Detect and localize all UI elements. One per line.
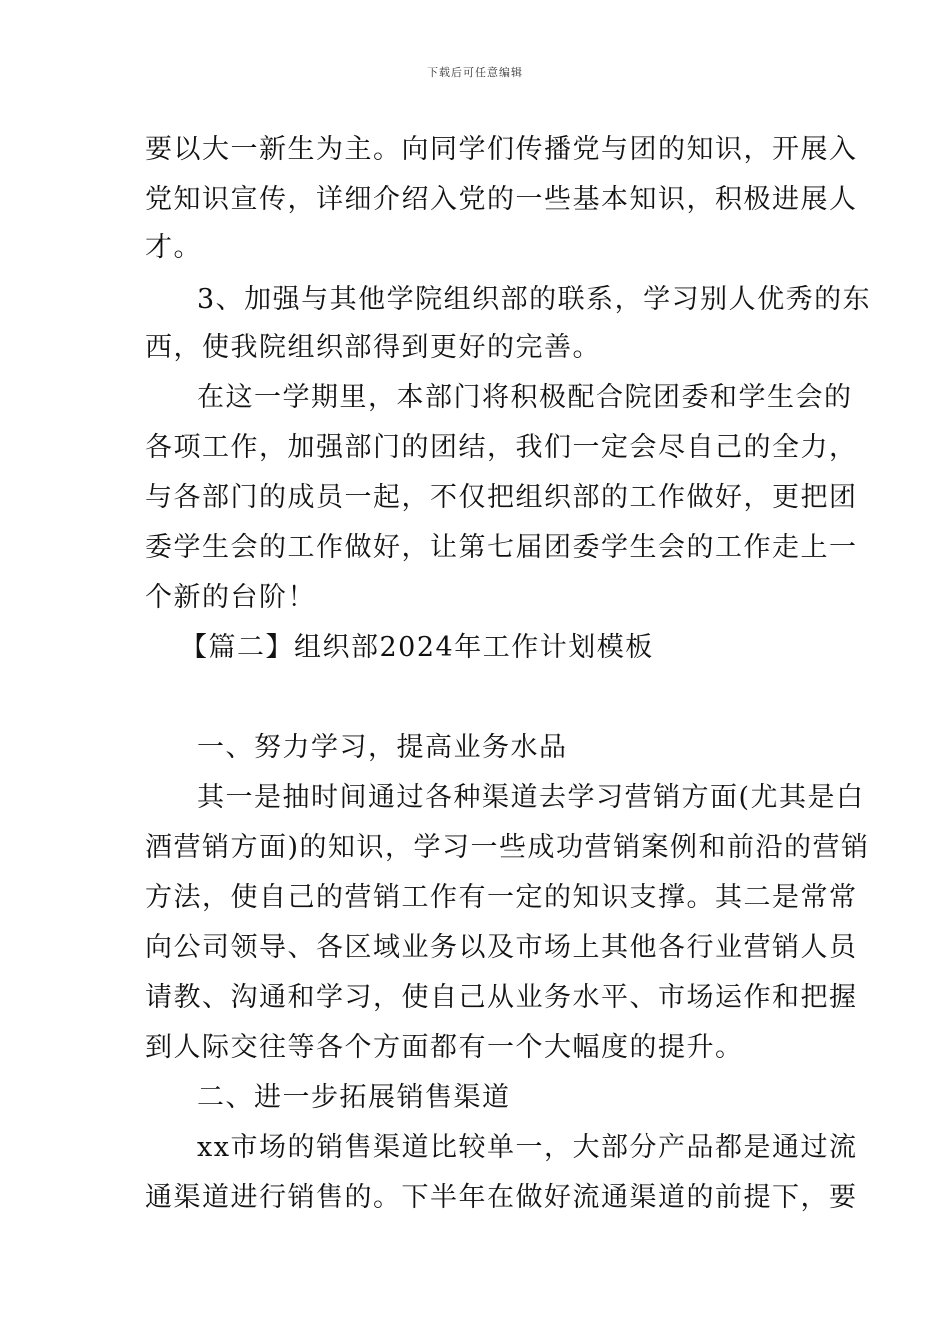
section-heading: 二、进一步拓展销售渠道 [197,1082,511,1113]
paragraph-line: 各项工作，加强部门的团结，我们一定会尽自己的全力， [145,432,858,463]
page-header-note: 下载后可任意编辑 [427,66,523,79]
paragraph-line: 到人际交往等各个方面都有一个大幅度的提升。 [145,1032,744,1063]
paragraph-line: 个新的台阶！ [145,582,316,613]
paragraph-line: 党知识宣传，详细介绍入党的一些基本知识，积极进展人 [145,184,858,215]
paragraph-line: 才。 [145,232,202,263]
paragraph-line: 要以大一新生为主。向同学们传播党与团的知识，开展入 [145,134,858,165]
paragraph-line: 通渠道进行销售的。下半年在做好流通渠道的前提下，要 [145,1182,858,1213]
paragraph-line: 酒营销方面)的知识，学习一些成功营销案例和前沿的营销 [145,832,870,863]
paragraph-line: 西，使我院组织部得到更好的完善。 [145,332,601,363]
section-heading: 一、努力学习，提高业务水品 [197,732,568,763]
paragraph-line: 与各部门的成员一起，不仅把组织部的工作做好，更把团 [145,482,858,513]
paragraph-line: 其一是抽时间通过各种渠道去学习营销方面(尤其是白 [197,782,865,813]
section-title: 【篇二】组织部2024年工作计划模板 [180,632,654,663]
paragraph-line: xx市场的销售渠道比较单一，大部分产品都是通过流 [197,1132,858,1163]
paragraph-line: 请教、沟通和学习，使自己从业务水平、市场运作和把握 [145,982,858,1013]
paragraph-line: 在这一学期里，本部门将积极配合院团委和学生会的 [197,382,853,413]
paragraph-line: 委学生会的工作做好，让第七届团委学生会的工作走上一 [145,532,858,563]
paragraph-line: 向公司领导、各区域业务以及市场上其他各行业营销人员 [145,932,858,963]
paragraph-line: 方法，使自己的营销工作有一定的知识支撑。其二是常常 [145,882,858,913]
paragraph-line: 3、加强与其他学院组织部的联系，学习别人优秀的东 [197,284,872,315]
